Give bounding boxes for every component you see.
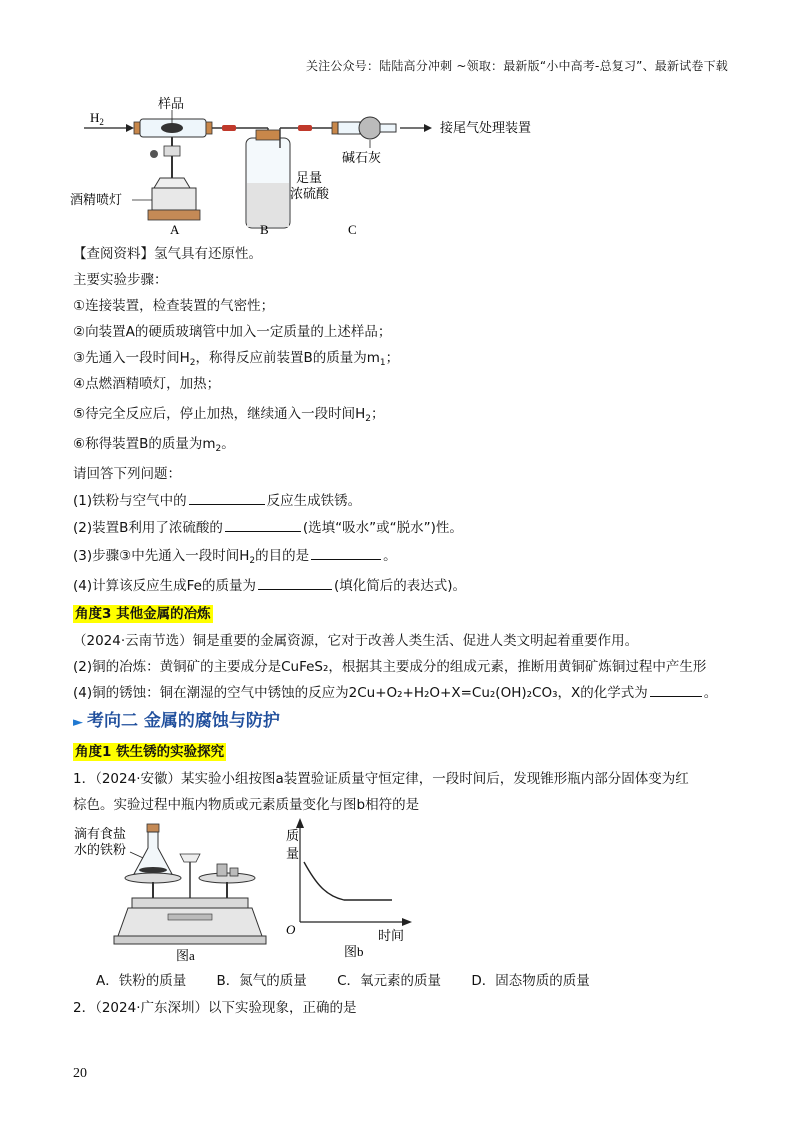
answer-blank-1[interactable] — [189, 490, 265, 505]
fig-b-xlabel: 时间 — [378, 928, 405, 943]
steps-title: 主要实验步骤： — [73, 272, 168, 288]
clamp-2 — [298, 125, 312, 131]
step-3: ③先通入一段时间$H_2$，称得反应前装置B的质量为$m_1$； — [73, 350, 400, 368]
fig-a-label-2: 水的铁粉 — [74, 842, 127, 857]
label-c: C — [348, 222, 357, 237]
apparatus-diagram — [70, 88, 540, 238]
label-a: A — [170, 222, 180, 237]
lamp-label: 酒精喷灯 — [70, 192, 123, 207]
info-line: 【查阅资料】氢气具有还原性。 — [73, 246, 262, 262]
step-5: ⑤待完全反应后，停止加热，继续通入一段时间$H_2$； — [73, 406, 385, 424]
x-axis-arrow-icon — [402, 918, 412, 926]
soda-lime-bulb — [359, 117, 381, 139]
section-heading: ► 考向二 金属的腐蚀与防护 — [73, 711, 280, 731]
fig-a-caption: 图a — [176, 948, 195, 963]
angle1-title: 角度1 铁生锈的实验探究 — [75, 744, 225, 760]
clamp-1 — [222, 125, 236, 131]
acid-label-2: 浓硫酸 — [290, 186, 330, 201]
fig-a-label-1: 滴有食盐 — [74, 826, 127, 841]
answer-blank-2[interactable] — [225, 517, 301, 532]
h2-label: $H_2$ — [90, 110, 104, 127]
y-axis-arrow-icon — [296, 818, 304, 828]
question-2-stem: 2．（2024·广东深圳）以下实验现象，正确的是 — [73, 1000, 357, 1016]
figure-a — [72, 818, 272, 963]
acid-label-1: 足量 — [296, 170, 323, 185]
option-c[interactable]: C．氧元素的质量 — [337, 973, 442, 989]
label-b: B — [260, 222, 269, 237]
fig-b-ylabel-2: 量 — [286, 846, 300, 861]
options-row — [96, 969, 616, 989]
sulfuric-acid-liquid — [247, 183, 289, 227]
mass-curve — [304, 862, 392, 900]
angle3-p2: (2)铜的冶炼：黄铜矿的主要成分是CuFeS₂，根据其主要成分的组成元素，推断用黄铜矿炼铜过程中产生形 — [73, 659, 707, 675]
angle3-title: 角度3 其他金属的冶炼 — [75, 606, 211, 622]
fig-b-caption: 图b — [344, 944, 364, 959]
question-4: (4)计算该反应生成Fe的质量为 (填化简后的表达式)。 — [73, 574, 466, 594]
sample-powder — [161, 123, 183, 133]
step-4: ④点燃酒精喷灯，加热； — [73, 376, 221, 392]
header-note: 关注公众号：陆陆高分冲刺 ~领取：最新版“小中高考-总复习”、最新试卷下载 — [305, 59, 728, 73]
step-6: ⑥称得装置B的质量为$m_2$。 — [73, 436, 235, 454]
question1-line2: 棕色。实验过程中瓶内物质或元素质量变化与图b相符的是 — [73, 797, 420, 813]
sample-label: 样品 — [158, 96, 185, 111]
fig-b-origin: O — [286, 922, 296, 937]
lamp-base — [148, 210, 200, 220]
question-1: (1)铁粉与空气中的 反应生成铁锈。 — [73, 489, 361, 509]
outlet-arrow-icon — [424, 124, 432, 132]
answer-blank-4[interactable] — [258, 575, 332, 590]
page-number: 20 — [73, 1066, 87, 1081]
answer-blank-x[interactable] — [650, 682, 702, 697]
question-3: (3)步骤③中先通入一段时间$H_2$的目的是 。 — [73, 544, 397, 566]
step-2: ②向装置A的硬质玻璃管中加入一定质量的上述样品； — [73, 324, 392, 340]
question-2: (2)装置B利用了浓硫酸的 (选填“吸水”或“脱水”)性。 — [73, 516, 463, 536]
lime-label: 碱石灰 — [342, 150, 382, 165]
iron-powder — [139, 867, 167, 873]
tail-label: 接尾气处理装置 — [440, 120, 532, 135]
h2-arrow-icon — [126, 124, 134, 132]
alcohol-lamp — [154, 178, 190, 188]
option-a[interactable]: A．铁粉的质量 — [96, 973, 187, 989]
angle3-intro: （2024·云南节选）铜是重要的金属资源，它对于改善人类生活、促进人类文明起着重要作用。 — [73, 633, 639, 649]
step-1: ①连接装置，检查装置的气密性； — [73, 298, 275, 314]
questions-intro: 请回答下列问题： — [73, 466, 181, 482]
figure-b — [278, 818, 418, 963]
option-b[interactable]: B．氮气的质量 — [216, 973, 307, 989]
triangle-arrow-icon: ► — [73, 715, 83, 730]
weights — [217, 864, 227, 876]
fig-b-ylabel-1: 质 — [286, 828, 300, 843]
answer-blank-3[interactable] — [311, 545, 381, 560]
option-d[interactable]: D．固态物质的质量 — [471, 973, 590, 989]
angle3-p4: (4)铜的锈蚀：铜在潮湿的空气中锈蚀的反应为2Cu+O₂+H₂O+X=Cu₂(OH)₂CO₃，X的化学式为 。 — [73, 681, 717, 701]
question1-line1: 1．（2024·安徽）某实验小组按图a装置验证质量守恒定律，一段时间后，发现锥形瓶内部分固体变为红 — [73, 771, 689, 787]
balance-body — [118, 908, 262, 936]
